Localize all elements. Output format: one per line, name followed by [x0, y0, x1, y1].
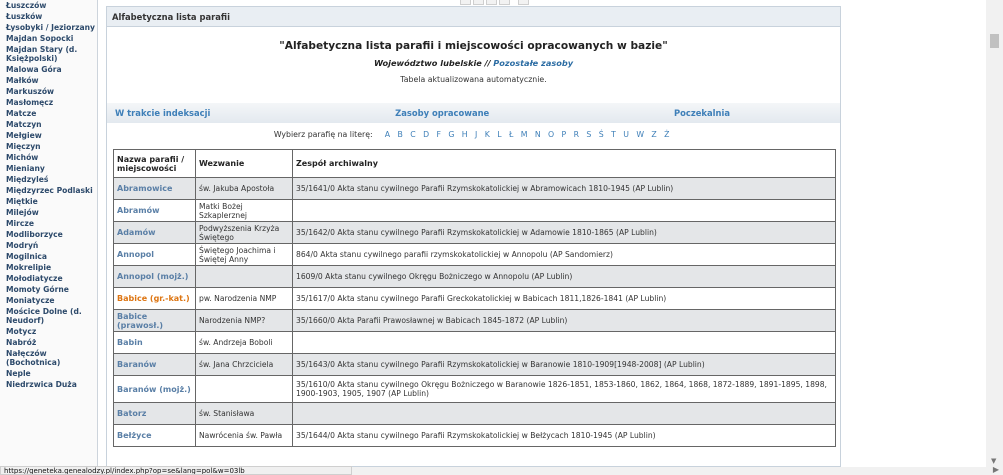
letter-link[interactable]: G: [448, 130, 455, 139]
table-row: [114, 222, 836, 244]
dedication-cell: św. Jana Chrzciciela: [196, 354, 293, 376]
table-row: [114, 244, 836, 266]
sidebar-item[interactable]: Nabróż: [6, 338, 37, 347]
scroll-down-arrow-icon[interactable]: ▼: [991, 457, 997, 465]
table-row: [114, 310, 836, 332]
sidebar-item[interactable]: Mołodiatycze: [6, 274, 63, 283]
sidebar-item[interactable]: Międzyrzec Podlaski: [6, 186, 93, 195]
letter-link[interactable]: P: [561, 130, 567, 139]
letter-link[interactable]: Ś: [598, 130, 604, 139]
sidebar-item[interactable]: Modryń: [6, 241, 39, 250]
letter-link[interactable]: J: [475, 130, 478, 139]
letter-link[interactable]: S: [586, 130, 592, 139]
letter-link[interactable]: Ż: [664, 130, 670, 139]
letter-link[interactable]: K: [484, 130, 490, 139]
letter-link[interactable]: T: [611, 130, 616, 139]
letter-link[interactable]: A: [384, 130, 391, 139]
letter-filter-label: Wybierz parafię na literę:: [273, 130, 373, 139]
letter-link[interactable]: D: [423, 130, 430, 139]
table-row: [114, 403, 836, 425]
sidebar-item[interactable]: Mościce Dolne (d. Neudorf): [6, 307, 82, 325]
column-header-dedication: Wezwanie: [196, 150, 293, 178]
tab-waiting-room[interactable]: Poczekalnia: [674, 108, 730, 118]
sidebar-item[interactable]: Milejów: [6, 208, 39, 217]
sidebar-item[interactable]: Mogilnica: [6, 252, 48, 261]
sidebar-item[interactable]: Momoty Górne: [6, 285, 69, 294]
section-tabs: [107, 103, 840, 123]
parish-name-link[interactable]: Bełżyce: [114, 425, 196, 447]
table-row: [114, 376, 836, 403]
archive-fond-cell: 864/0 Akta stanu cywilnego parafii rzymskokatolickiej w Annopolu (AP Sandomierz): [293, 244, 836, 266]
table-row: [114, 425, 836, 447]
sidebar-item[interactable]: Łuszków: [6, 12, 43, 21]
sidebar-item[interactable]: Matczyn: [6, 120, 42, 129]
dedication-cell: Świętego Joachima i Świętej Anny: [196, 244, 293, 266]
parish-name-link[interactable]: Babice (gr.-kat.): [114, 288, 196, 310]
sidebar-item[interactable]: Matcze: [6, 109, 37, 118]
archive-fond-cell: 1609/0 Akta stanu cywilnego Okręgu Bożniczego w Annopolu (AP Lublin): [293, 266, 836, 288]
sidebar-item[interactable]: Mełgiew: [6, 131, 42, 140]
archive-fond-cell: 35/1641/0 Akta stanu cywilnego Parafii Rzymskokatolickiej w Abramowicach 1810-1945 (AP Lublin): [293, 178, 836, 200]
sidebar-item[interactable]: Masłomęcz: [6, 98, 54, 107]
top-button-4[interactable]: [499, 0, 510, 5]
archive-fond-cell: [293, 332, 836, 354]
page-title: "Alfabetyczna lista parafii i miejscowości opracowanych w bazie": [279, 40, 668, 52]
letter-link[interactable]: F: [436, 130, 441, 139]
table-header-row: [114, 150, 836, 178]
archive-fond-cell: 35/1643/0 Akta stanu cywilnego Parafii Rzymskokatolickiej w Baranowie 1810-1909[1948-2008] (AP Lublin): [293, 354, 836, 376]
letter-link[interactable]: U: [623, 130, 629, 139]
letter-link[interactable]: Z: [651, 130, 657, 139]
panel-header: Alfabetyczna lista parafii: [107, 7, 840, 27]
sidebar-item[interactable]: Modliborzyce: [6, 230, 63, 239]
letter-link[interactable]: O: [548, 130, 555, 139]
scrollbar-thumb[interactable]: [990, 34, 999, 48]
sidebar-item[interactable]: Michów: [6, 153, 39, 162]
archive-fond-cell: 35/1617/0 Akta stanu cywilnego Parafii Greckokatolickiej w Babicach 1811,1826-1841 (AP Lublin): [293, 288, 836, 310]
letter-link[interactable]: R: [573, 130, 580, 139]
table-row: [114, 332, 836, 354]
top-toolbar: [460, 0, 529, 5]
scroll-right-arrow-icon[interactable]: ▶: [992, 465, 999, 474]
top-button-5[interactable]: [518, 0, 529, 5]
dedication-cell: św. Andrzeja Boboli: [196, 332, 293, 354]
sidebar-item[interactable]: Łysobyki / Jeziorzany: [6, 23, 96, 32]
subheading: [107, 58, 840, 68]
archive-fond-cell: 35/1610/0 Akta stanu cywilnego Okręgu Bożniczego w Baranowie 1826-1851, 1853-1860, 1862, 1864, 1868, 1872-1889, 1891-1895, 1898, 1900-1903, 1905, 1907 (AP Lublin): [293, 376, 836, 403]
column-header-name: Nazwa parafii / miejscowości: [114, 150, 196, 178]
parish-name-link[interactable]: Babin: [114, 332, 196, 354]
dedication-cell: Narodzenia NMP?: [196, 310, 293, 332]
archive-fond-cell: [293, 403, 836, 425]
letter-link[interactable]: C: [410, 130, 416, 139]
archive-fond-cell: [293, 200, 836, 222]
sidebar-item[interactable]: Moniatycze: [6, 296, 55, 305]
parish-name-link[interactable]: Baranów: [114, 354, 196, 376]
letter-link[interactable]: Ł: [508, 130, 514, 139]
tab-in-progress[interactable]: W trakcie indeksacji: [115, 108, 211, 118]
letter-link[interactable]: W: [636, 130, 645, 139]
dedication-cell: Nawrócenia św. Pawła: [196, 425, 293, 447]
top-button-2[interactable]: [473, 0, 484, 5]
letter-links: [381, 130, 673, 139]
parish-sidebar: [0, 0, 98, 467]
table-row: [114, 178, 836, 200]
parish-name-link[interactable]: Babice (prawosł.): [114, 310, 196, 332]
table-row: [114, 266, 836, 288]
sidebar-item[interactable]: Majdan Stary (d. Księżpolski): [6, 45, 78, 63]
update-note: Tabela aktualizowana automatycznie.: [400, 75, 547, 84]
sidebar-item[interactable]: Łuszczów: [6, 1, 47, 10]
sidebar-item[interactable]: Mięczyn: [6, 142, 41, 151]
table-body: [114, 178, 836, 447]
top-button-3[interactable]: [486, 0, 497, 5]
archive-fond-cell: 35/1660/0 Akta Parafii Prawosławnej w Babicach 1845-1872 (AP Lublin): [293, 310, 836, 332]
archive-fond-cell: 35/1644/0 Akta stanu cywilnego Parafii Rzymskokatolickiej w Bełżycach 1810-1945 (AP Lublin): [293, 425, 836, 447]
letter-filter: [107, 130, 840, 139]
table-row: [114, 288, 836, 310]
sidebar-item[interactable]: Miętkie: [6, 197, 38, 206]
parish-table: [113, 149, 836, 447]
parish-name-link[interactable]: Annopol: [114, 244, 196, 266]
parish-name-link[interactable]: Baranów (mojż.): [114, 376, 196, 403]
column-header-fond: Zespół archiwalny: [293, 150, 836, 178]
sidebar-divider: [97, 0, 98, 467]
dedication-cell: [196, 376, 293, 403]
parish-name-link[interactable]: Abramów: [114, 200, 196, 222]
dedication-cell: pw. Narodzenia NMP: [196, 288, 293, 310]
tab-done-resources[interactable]: Zasoby opracowane: [395, 108, 490, 118]
sidebar-item[interactable]: Międzyleś: [6, 175, 49, 184]
letter-link[interactable]: M: [520, 130, 528, 139]
voivodeship-label: Województwo lubelskie //: [373, 58, 491, 68]
main-panel: [106, 6, 841, 467]
sidebar-item[interactable]: Niedrzwica Duża: [6, 380, 77, 389]
dedication-cell: św. Stanisława: [196, 403, 293, 425]
table-row: [114, 354, 836, 376]
letter-link[interactable]: N: [534, 130, 541, 139]
parish-name-link[interactable]: Batorz: [114, 403, 196, 425]
table-row: [114, 200, 836, 222]
dedication-cell: [196, 266, 293, 288]
dedication-cell: Podwyższenia Krzyża Świętego: [196, 222, 293, 244]
sidebar-item[interactable]: Mieniany: [6, 164, 45, 173]
letter-link[interactable]: H: [461, 130, 468, 139]
sidebar-item[interactable]: Mokrelipie: [6, 263, 52, 272]
sidebar-item[interactable]: Markuszów: [6, 87, 55, 96]
vertical-scrollbar[interactable]: [986, 0, 1003, 467]
sidebar-list: [0, 0, 98, 390]
archive-fond-cell: 35/1642/0 Akta stanu cywilnego Parafii Rzymskokatolickiej w Adamowie 1810-1865 (AP Lublin): [293, 222, 836, 244]
letter-link[interactable]: L: [497, 130, 502, 139]
other-resources-link[interactable]: Pozostałe zasoby: [493, 58, 574, 68]
sidebar-item[interactable]: Neple: [6, 369, 31, 378]
status-url: https://geneteka.genealodzy.pl/index.php?op=se&lang=pol&w=03lb: [0, 466, 352, 475]
parish-name-link[interactable]: Adamów: [114, 222, 196, 244]
sidebar-item[interactable]: Mircze: [6, 219, 34, 228]
sidebar-item[interactable]: Malowa Góra: [6, 65, 62, 74]
sidebar-item[interactable]: Majdan Sopocki: [6, 34, 74, 43]
dedication-cell: św. Jakuba Apostoła: [196, 178, 293, 200]
letter-link[interactable]: B: [397, 130, 403, 139]
sidebar-item[interactable]: Nałęczów (Bochotnica): [6, 349, 61, 367]
sidebar-item[interactable]: Małków: [6, 76, 39, 85]
sidebar-item[interactable]: Motycz: [6, 327, 37, 336]
parish-name-link[interactable]: Annopol (mojż.): [114, 266, 196, 288]
top-button-1[interactable]: [460, 0, 471, 5]
parish-name-link[interactable]: Abramowice: [114, 178, 196, 200]
dedication-cell: Matki Bożej Szkaplerznej: [196, 200, 293, 222]
